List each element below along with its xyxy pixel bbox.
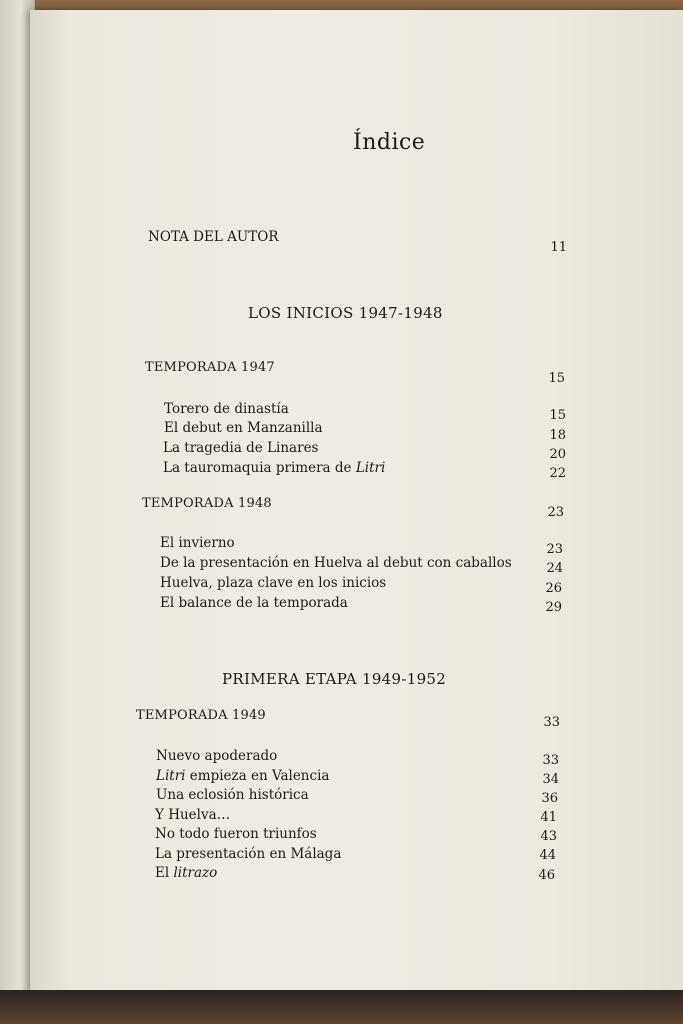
entry-page: 20 <box>549 447 566 462</box>
entry-page: 44 <box>539 848 556 863</box>
entry-title: Torero de dinastía <box>164 401 289 417</box>
entry-page: 36 <box>541 791 558 806</box>
entry-italic-text: litrazo <box>173 865 218 881</box>
entry-title: La presentación en Málaga <box>155 846 342 862</box>
entry-title: No todo fueron triunfos <box>155 826 317 842</box>
entry-page: 29 <box>545 600 562 615</box>
season-title-1948: TEMPORADA 1948 <box>142 496 272 511</box>
entry-title: Litri empieza en Valencia <box>156 768 330 784</box>
author-note-page: 11 <box>550 240 567 255</box>
part-title-inicios: LOS INICIOS 1947-1948 <box>248 304 443 322</box>
entry-page: 24 <box>546 561 563 576</box>
entry-page: 23 <box>546 542 563 557</box>
entry-title: Nuevo apoderado <box>156 748 278 764</box>
entry-title: El debut en Manzanilla <box>164 420 323 436</box>
entry-title: El litrazo <box>155 865 218 881</box>
entry-page: 26 <box>545 581 562 596</box>
season-page-1947: 15 <box>548 371 565 386</box>
entry-page: 34 <box>542 772 559 787</box>
entry-page: 43 <box>540 829 557 844</box>
entry-page: 33 <box>542 753 559 768</box>
entry-title: La tauromaquia primera de Litri <box>163 460 386 476</box>
page-title: Índice <box>353 130 426 155</box>
season-title-1947: TEMPORADA 1947 <box>145 360 275 375</box>
author-note-label: NOTA DEL AUTOR <box>148 229 279 245</box>
entry-italic-text: Litri <box>156 768 186 784</box>
season-page-1948: 23 <box>547 505 564 520</box>
season-page-1949: 33 <box>543 715 560 730</box>
book-page <box>30 10 683 992</box>
entry-title: Huelva, plaza clave en los inicios <box>160 575 387 591</box>
entry-italic-text: Litri <box>355 460 386 476</box>
entry-page: 41 <box>540 810 557 825</box>
entry-title: El invierno <box>160 535 235 551</box>
entry-title: El balance de la temporada <box>160 595 348 611</box>
entry-page: 22 <box>549 466 566 481</box>
entry-page: 46 <box>538 868 555 883</box>
desk-edge <box>0 990 683 1024</box>
entry-title: Y Huelva… <box>155 807 231 823</box>
season-title-1949: TEMPORADA 1949 <box>136 708 266 723</box>
entry-page: 18 <box>549 428 566 443</box>
entry-title: La tragedia de Linares <box>163 440 319 456</box>
part-title-primera-etapa: PRIMERA ETAPA 1949-1952 <box>222 670 447 688</box>
entry-page: 15 <box>549 408 566 423</box>
entry-title: Una eclosión histórica <box>156 787 309 803</box>
entry-title: De la presentación en Huelva al debut con caballos <box>160 555 512 571</box>
